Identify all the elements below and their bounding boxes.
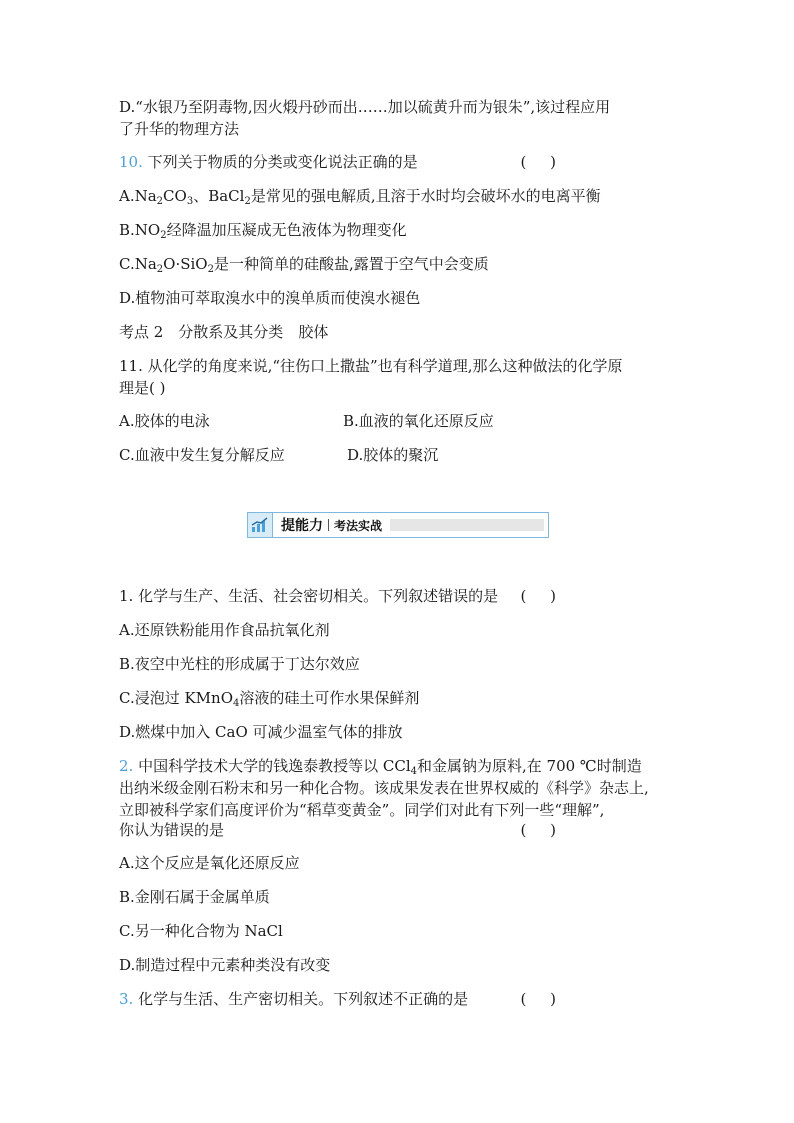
p2-option-d: D.制造过程中元素种类没有改变 xyxy=(119,956,331,974)
p1-stem xyxy=(119,586,676,606)
p1-text: 1. 化学与生产、生活、社会密切相关。下列叙述错误的是 xyxy=(119,587,499,605)
banner-subtitle: 考法实战 xyxy=(334,518,383,533)
chart-growth-icon xyxy=(248,513,273,537)
q10-option-b: $B.NO_2$经降温加压凝成无色液体为物理变化 xyxy=(119,221,407,241)
p2-stem-line1: 2. 中国科学技术大学的钱逸泰教授等以 CCl$_4$和金属钠为原料,在 700 ℃时制造 xyxy=(119,757,642,777)
p2-stem-line4: 你认为错误的是 ( ) xyxy=(119,821,556,839)
p3-number: 3. xyxy=(119,990,134,1008)
q11-stem-line1: 11. 从化学的角度来说,“往伤口上撒盐”也有科学道理,那么这种做法的化学原 xyxy=(119,357,623,375)
q10-text: 下列关于物质的分类或变化说法正确的是 xyxy=(147,153,418,171)
p2-stem-line3: 立即被科学家们高度评价为“稻草变黄金”。同学们对此有下列一些“理解”, xyxy=(119,801,605,819)
p1-option-d: D.燃煤中加入 CaO 可减少温室气体的排放 xyxy=(119,723,403,741)
q10-option-c: $C.Na_2O\cdot SiO_2$是一种简单的硅酸盐,露置于空气中会变质 xyxy=(119,255,489,275)
p2-answer-paren: ( ) xyxy=(520,821,556,839)
banner-title: 提能力 xyxy=(281,518,323,534)
p1-option-c: C.浸泡过 KMnO$_4$溶液的硅土可作水果保鲜剂 xyxy=(119,689,420,709)
p2-stem-line2: 出纳米级金刚石粉末和另一种化合物。该成果发表在世界权威的《科学》杂志上, xyxy=(119,779,649,797)
q10-option-a: $A.Na_2CO_3$、BaCl$_2$是常见的强电解质,且溶于水时均会破坏水的电离平衡 xyxy=(119,187,601,207)
q11-option-b: B.血液的氧化还原反应 xyxy=(343,412,494,430)
p3-stem: 3. 化学与生活、生产密切相关。下列叙述不正确的是 ( ) xyxy=(119,990,556,1008)
q10-number: 10. xyxy=(119,153,143,171)
section-heading: 考点 2 分散系及其分类 胶体 xyxy=(119,323,329,341)
p2-option-c: C.另一种化合物为 NaCl xyxy=(119,922,283,940)
q11-option-a: A.胶体的电泳 xyxy=(119,412,210,430)
p2-option-a: A.这个反应是氧化还原反应 xyxy=(119,854,300,872)
q11-option-c: C.血液中发生复分解反应 xyxy=(119,446,285,464)
section-banner xyxy=(247,512,549,538)
q10-stem xyxy=(119,152,676,172)
q10-answer-paren: ( ) xyxy=(520,153,556,171)
banner-bar xyxy=(390,519,544,531)
p1-option-b: B.夜空中光柱的形成属于丁达尔效应 xyxy=(119,655,360,673)
q10-option-d: D.植物油可萃取溴水中的溴单质而使溴水褪色 xyxy=(119,289,421,307)
p1-option-a: A.还原铁粉能用作食品抗氧化剂 xyxy=(119,621,330,639)
q9-option-d-line2: 了升华的物理方法 xyxy=(119,120,240,138)
banner-divider xyxy=(328,519,329,531)
q9-option-d-line1: D.“水银乃至阴毒物,因火煅丹砂而出……加以硫黄升而为银朱”,该过程应用 xyxy=(119,98,611,116)
p2-option-b: B.金刚石属于金属单质 xyxy=(119,888,270,906)
p3-answer-paren: ( ) xyxy=(520,990,556,1008)
q11-stem-line2: 理是( ) xyxy=(119,379,166,397)
q11-option-d: D.胶体的聚沉 xyxy=(347,446,439,464)
p2-number: 2. xyxy=(119,757,134,775)
p1-answer-paren: ( ) xyxy=(520,587,556,605)
